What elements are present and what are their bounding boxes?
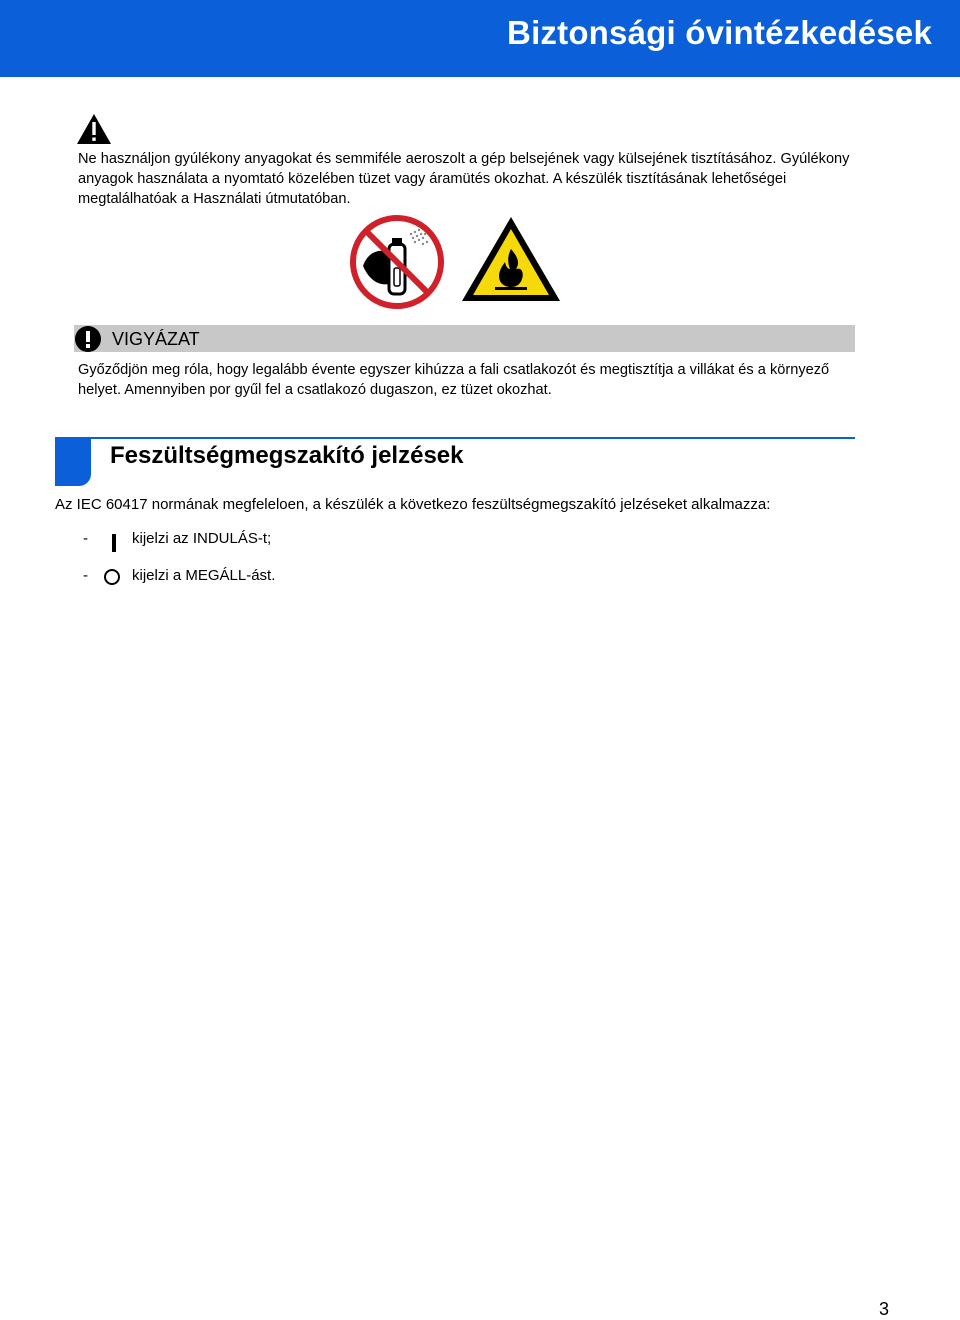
warning-triangle-icon (76, 113, 112, 145)
list-item: kijelzi a MEGÁLL-ást. (132, 567, 276, 584)
no-aerosol-spray-icon (349, 214, 445, 310)
section-tab (55, 437, 91, 486)
section-title: Feszültségmegszakító jelzések (110, 442, 464, 469)
list-dash: - (83, 567, 88, 584)
caution-exclamation-icon (74, 325, 102, 353)
page-title: Biztonsági óvintézkedések (507, 14, 932, 51)
section-intro: Az IEC 60417 normának megfeleloen, a készülék a következo feszültségmegszakító jelzéseket alkalmazza: (55, 496, 771, 513)
section-rule (55, 437, 855, 439)
power-on-symbol-icon (112, 534, 116, 552)
power-off-symbol-icon (104, 569, 120, 585)
caution-text: Győződjön meg róla, hogy legalább évente egyszer kihúzza a fali csatlakozót és megtisztítja a villákat és a környező helyet. Amennyiben por gyűl fel a csatlakozó dugaszon, ez tüzet okozhat. (78, 362, 830, 398)
warning-text: Ne használjon gyúlékony anyagokat és semmiféle aeroszolt a gép belsejének vagy külsejének tisztításához. Gyúlékony anyagok használata a nyomtató közelében tüzet vagy áramütés okozhat. A készülék tisztításának lehetőségei megtalálhatóak a Használati útmutatóban. (78, 151, 850, 207)
list-dash: - (83, 530, 88, 547)
flammable-warning-icon (460, 215, 562, 303)
caution-label: VIGYÁZAT (112, 329, 200, 349)
page-number: 3 (879, 1299, 890, 1319)
list-item: kijelzi az INDULÁS-t; (132, 530, 272, 547)
